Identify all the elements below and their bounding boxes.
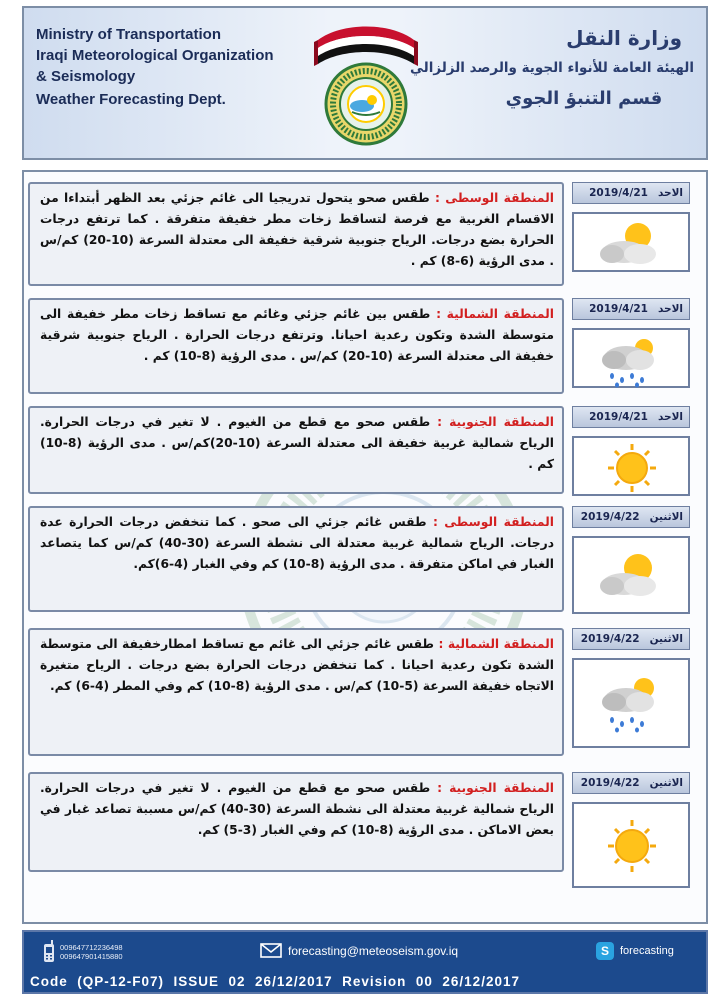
region-name: المنطقة الوسطى : [432, 515, 554, 529]
date-label [572, 506, 690, 528]
forecast-description: طقس صحو مع قطع من الغيوم . لا تغير في درجات الحرارة. الرياح شمالية غربية معتدلة الى نشطة السرعة (30-40) كم/س مسببة تصاعد غبار في بعض الاماكن . مدى الرؤية (8-10) كم وفي الغبار (3-5) كم. [40, 781, 554, 837]
forecast-date: 2019/4/22 [580, 777, 640, 789]
skype-contact[interactable] [596, 942, 674, 960]
forecast-date: 2019/4/22 [580, 511, 640, 523]
forecast-date: 2019/4/21 [589, 303, 648, 315]
skype-icon: S [596, 942, 614, 960]
arabic-letterhead [409, 26, 694, 109]
organization-name-ar: الهيئة العامة للأنواء الجوية والرصد الزلزالي [409, 60, 694, 76]
rain-cloud-icon [594, 670, 670, 740]
ministry-name-en: Ministry of Transportation [36, 26, 222, 43]
forecast-text [28, 772, 564, 872]
ministry-name-ar: وزارة النقل [566, 26, 682, 50]
phone-number: 009647712236498 [60, 943, 123, 952]
forecast-panel [22, 170, 708, 924]
organization-name-en: Iraqi Meteorological Organization [36, 47, 274, 64]
weather-icon-frame [572, 802, 690, 888]
organization-name-en-cont: & Seismology [36, 68, 136, 85]
phone-icon [42, 940, 56, 964]
sun-icon [594, 440, 670, 496]
partly-cloudy-icon [594, 216, 670, 270]
weather-icon-frame [572, 536, 690, 614]
envelope-icon [260, 943, 282, 958]
forecast-text [28, 628, 564, 756]
document-code-line: Code (QP-12-F07) ISSUE 02 26/12/2017 Revision 00 26/12/2017 [30, 974, 520, 989]
day-column [572, 298, 698, 388]
weather-icon-frame [572, 658, 690, 748]
footer-bar [22, 930, 708, 994]
date-label [572, 406, 690, 428]
phone-numbers [60, 943, 123, 961]
skype-handle[interactable]: forecasting [620, 945, 674, 957]
day-name: الاحد [657, 303, 683, 315]
day-column [572, 506, 698, 614]
english-letterhead [36, 24, 274, 110]
day-name: الاحد [657, 411, 683, 423]
email-address[interactable]: forecasting@meteoseism.gov.iq [288, 943, 459, 958]
day-name: الاحد [657, 187, 683, 199]
day-column [572, 628, 698, 748]
region-name: المنطقة الشمالية : [438, 637, 554, 651]
contact-strip [24, 932, 706, 972]
day-name: الاثنين [649, 511, 683, 523]
forecast-description: طقس غائم جزئي الى غائم مع تساقط امطارخفيفة الى متوسطة الشدة تكون رعدية احيانا . كما تنخفض درجات الحرارة بضع درجات . الرياح متغيرة الاتجاه خفيفة السرعة (5-10) كم/س . مدى الرؤية (8-10) كم وفي المطر (4-6) كم. [40, 637, 554, 693]
region-name: المنطقة الشمالية : [436, 307, 554, 321]
date-label [572, 772, 690, 794]
partly-cloudy-icon [594, 546, 670, 606]
sun-icon [594, 814, 670, 878]
forecast-date: 2019/4/21 [589, 411, 648, 423]
date-label [572, 298, 690, 320]
phone-number: 009647901415880 [60, 952, 123, 961]
rain-cloud-icon [594, 332, 670, 388]
organization-logo-icon [312, 18, 420, 152]
day-column [572, 182, 698, 272]
department-name-ar: قسم التنبؤ الجوي [505, 88, 663, 109]
department-name-en: Weather Forecasting Dept. [36, 91, 226, 108]
region-name: المنطقة الوسطى : [435, 191, 554, 205]
region-name: المنطقة الجنوبية : [437, 415, 554, 429]
forecast-date: 2019/4/22 [580, 633, 640, 645]
forecast-text [28, 406, 564, 494]
forecast-description: طقس غائم جزئي الى صحو . كما تنخفض درجات الحرارة عدة درجات. الرياح شمالية غربية معتدلة الى نشطة السرعة (30-40) كم/س كما يتصاعد الغبار في اماكن متفرقة . مدى الرؤية (8-10) كم وفي الغبار (4-6)كم. [40, 515, 555, 571]
forecast-text [28, 506, 564, 612]
weather-icon-frame [572, 436, 690, 496]
forecast-description: طقس صحو مع قطع من الغيوم . لا تغير في درجات الحرارة. الرياح شمالية غربية خفيفة الى معتدلة السرعة (10-20)كم/س . مدى الرؤية (8-10) كم . [40, 415, 555, 471]
forecast-date: 2019/4/21 [589, 187, 648, 199]
forecast-text [28, 182, 564, 286]
forecast-description: طقس بين غائم جزئي وغائم مع تساقط زخات مطر خفيفة الى متوسطة الشدة وتكون رعدية احيانا. وترتفع درجات الحرارة . الرياح جنوبية شرقية خفيفة الى معتدلة السرعة (10-20) كم/س . مدى الرؤية (8-10) كم . [40, 307, 554, 363]
email-contact[interactable] [260, 943, 458, 958]
forecast-text [28, 298, 564, 394]
weather-icon-frame [572, 212, 690, 272]
day-name: الاثنين [649, 633, 683, 645]
date-label [572, 182, 690, 204]
day-column [572, 406, 698, 496]
forecast-description: طقس صحو يتحول تدريجيا الى غائم جزئي بعد الظهر أبتداءا من الاقسام الغربية مع فرصة لتساقط زخات مطر خفيفة متفرقة . كما ترتفع درجات الحرارة بضع درجات. الرياح جنوبية شرقية خفيفة الى معتدلة السرعة (10-20) كم/س . مدى الرؤية (6-8) كم . [40, 191, 554, 268]
day-name: الاثنين [649, 777, 683, 789]
date-label [572, 628, 690, 650]
day-column [572, 772, 698, 888]
letterhead [22, 6, 708, 160]
weather-icon-frame [572, 328, 690, 388]
region-name: المنطقة الجنوبية : [437, 781, 554, 795]
